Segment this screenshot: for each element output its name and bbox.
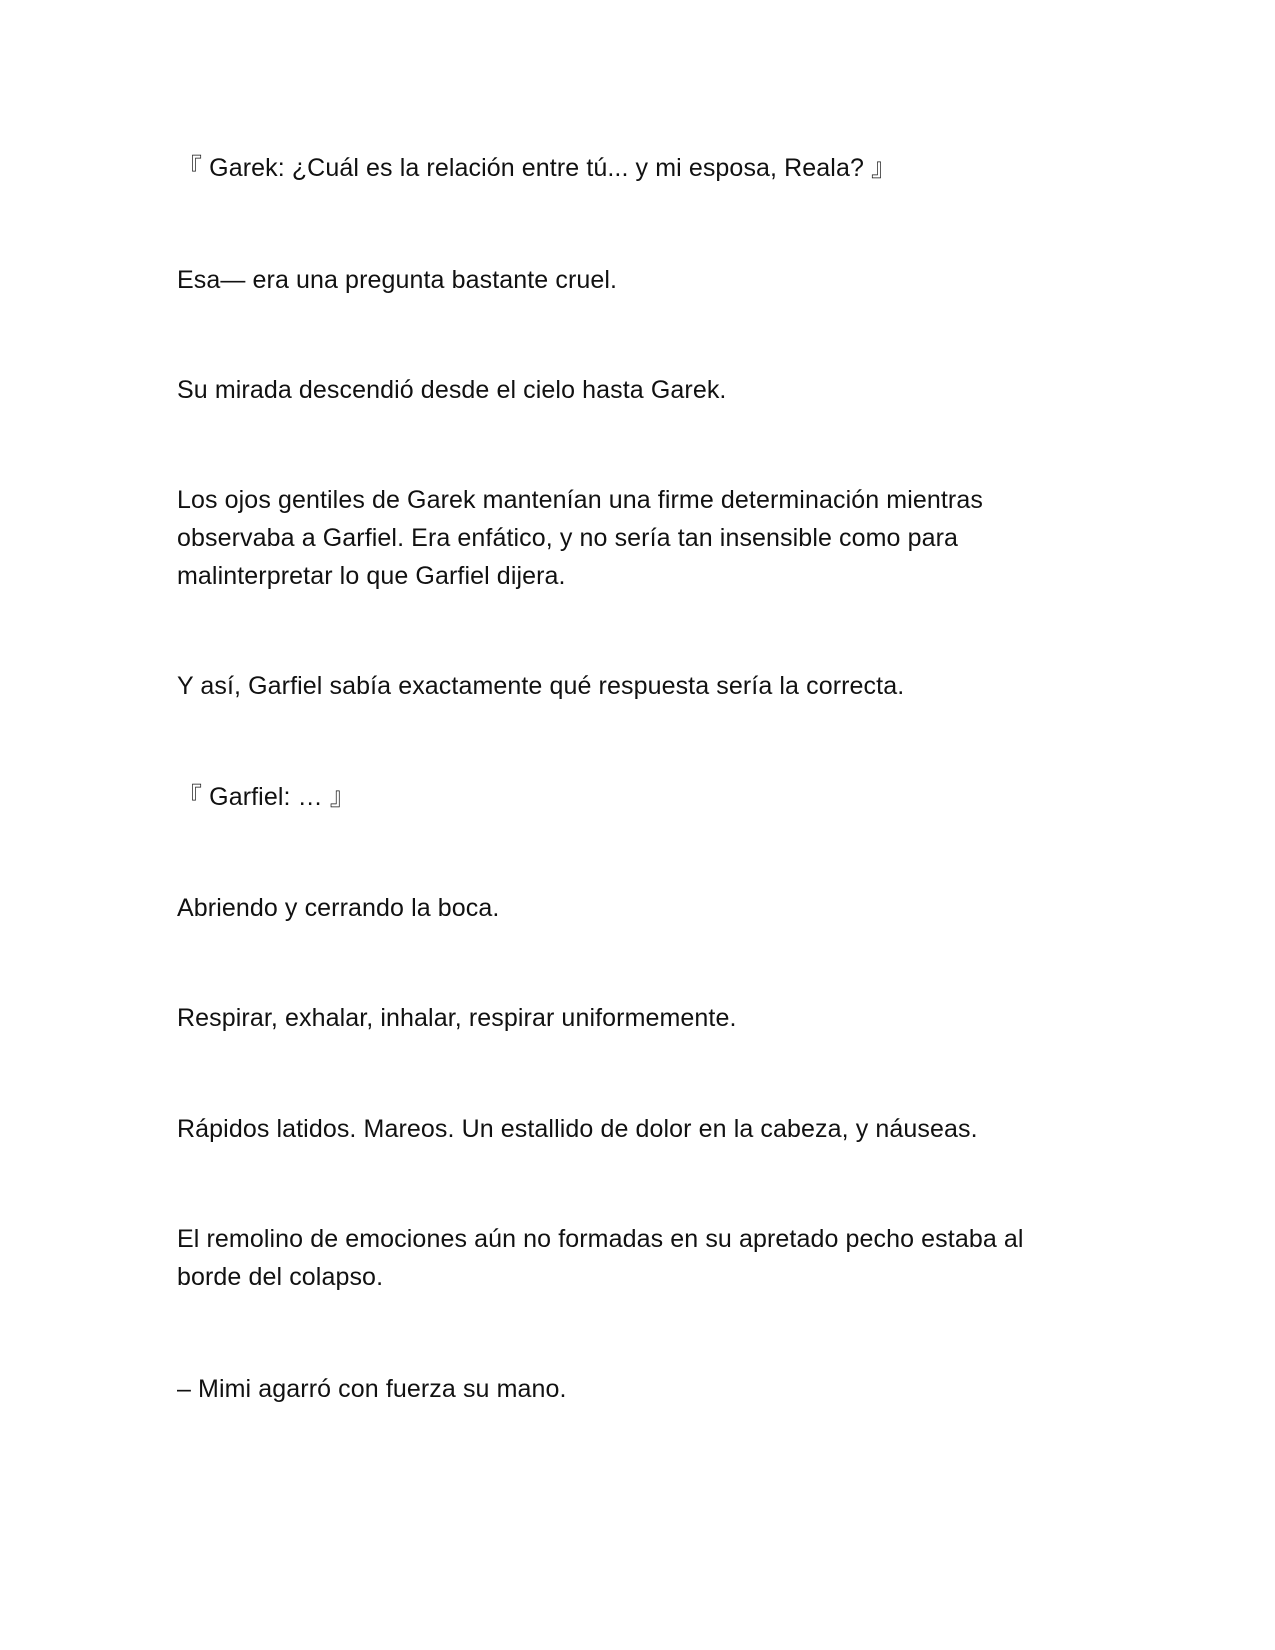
paragraph <box>177 1220 1097 1296</box>
paragraph <box>177 889 1097 927</box>
paragraph <box>177 1370 1097 1408</box>
text-line: 『 Garfiel: … 』 <box>177 783 355 811</box>
paragraph <box>177 1110 1097 1148</box>
text-line: Respirar, exhalar, inhalar, respirar uniformemente. <box>177 1004 737 1032</box>
paragraph <box>177 261 1097 299</box>
text-line: 『 Garek: ¿Cuál es la relación entre tú... y mi esposa, Reala? 』 <box>177 154 897 182</box>
paragraph-dialogue-garek <box>177 149 1097 187</box>
text-line: malinterpretar lo que Garfiel dijera. <box>177 562 566 590</box>
paragraph <box>177 371 1097 409</box>
text-line: Esa— era una pregunta bastante cruel. <box>177 266 618 294</box>
paragraph <box>177 481 1097 595</box>
text-line: Y así, Garfiel sabía exactamente qué respuesta sería la correcta. <box>177 672 905 700</box>
paragraph-dialogue-garfiel <box>177 778 1097 816</box>
paragraph <box>177 999 1097 1037</box>
paragraph <box>177 667 1097 705</box>
text-line: Abriendo y cerrando la boca. <box>177 894 500 922</box>
text-line: El remolino de emociones aún no formadas en su apretado pecho estaba al <box>177 1225 1024 1253</box>
text-line: Su mirada descendió desde el cielo hasta Garek. <box>177 376 727 404</box>
text-line: Rápidos latidos. Mareos. Un estallido de dolor en la cabeza, y náuseas. <box>177 1115 978 1143</box>
text-line: – Mimi agarró con fuerza su mano. <box>177 1375 567 1403</box>
text-line: observaba a Garfiel. Era enfático, y no sería tan insensible como para <box>177 524 959 552</box>
text-line: borde del colapso. <box>177 1263 384 1291</box>
text-line: Los ojos gentiles de Garek mantenían una firme determinación mientras <box>177 486 983 514</box>
